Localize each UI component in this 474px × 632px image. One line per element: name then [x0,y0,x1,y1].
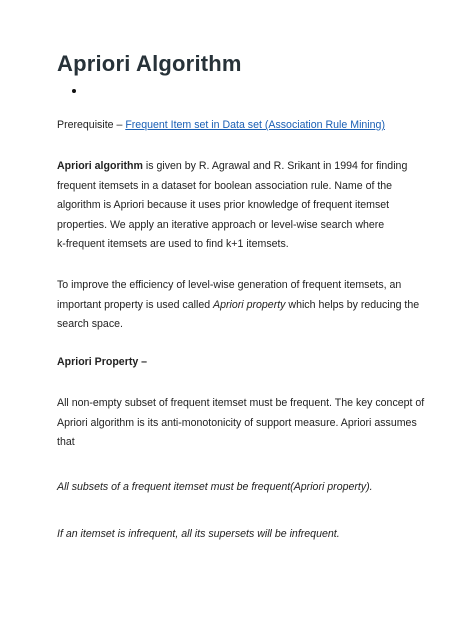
property-desc-line-3: that [57,436,75,448]
intro-line-3: algorithm is Apriori because it uses prior knowledge of frequent itemset [57,199,390,211]
intro-line-1-rest: is given by R. Agrawal and R. Srikant in 1994 for finding [142,160,408,172]
efficiency-paragraph [57,276,420,335]
efficiency-line-3: search space. [57,318,123,330]
efficiency-line-2-after: which helps by reducing the [285,298,420,311]
efficiency-line-2 [57,296,420,316]
empty-bullet-point [72,89,76,93]
intro-line-2: frequent itemsets in a dataset for boolean association rule. Name of the [57,179,393,192]
intro-paragraph [57,157,408,255]
property-description [57,394,425,453]
efficiency-line-1: To improve the efficiency of level-wise generation of frequent itemsets, an [57,279,402,291]
page-title: Apriori Algorithm [57,51,242,76]
intro-line-1 [57,157,408,177]
intro-line-5: k-frequent itemsets are used to find k+1 itemsets. [57,238,289,250]
statement-supersets-infrequent: If an itemset is infrequent, all its supersets will be infrequent. [57,528,340,540]
prerequisite-prefix: Prerequisite – [57,119,126,131]
intro-line-4: properties. We apply an iterative approach or level-wise search where [57,218,385,231]
prerequisite-link[interactable]: Frequent Item set in Data set (Association Rule Mining) [125,119,385,131]
prerequisite-text-line [57,116,397,136]
statement-subsets-frequent: All subsets of a frequent itemset must be frequent(Apriori property). [57,481,373,493]
property-desc-line-1: All non-empty subset of frequent itemset must be frequent. The key concept of [57,397,425,409]
prerequisite-line [57,116,397,136]
apriori-property-term: Apriori property [213,298,286,311]
intro-bold-term: Apriori algorithm [57,160,143,172]
efficiency-line-2-before: important property is used called [57,298,214,311]
property-desc-line-2: Apriori algorithm is its anti-monotonicity of support measure. Apriori assumes [57,416,417,429]
property-heading: Apriori Property – [57,356,148,368]
